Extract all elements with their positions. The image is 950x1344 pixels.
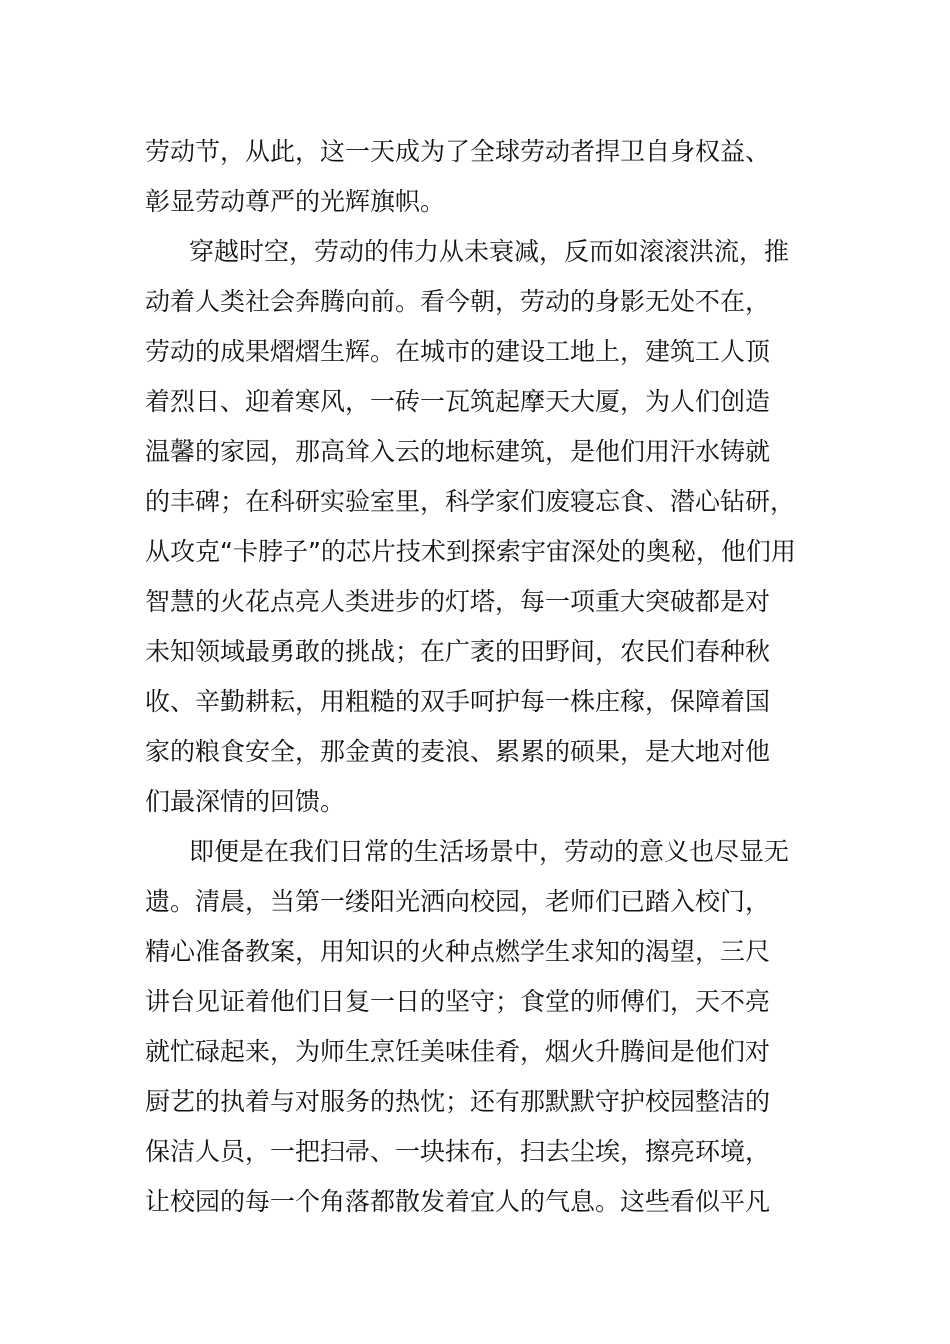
text-line: 动着人类社会奔腾向前。看今朝，劳动的身影无处不在， [145,287,771,316]
text-line: 厨艺的执着与对服务的热忱；还有那默默守护校园整洁的 [145,1087,771,1116]
text-line: 收、辛勤耕耘，用粗糙的双手呵护每一株庄稼，保障着国 [145,687,771,716]
text-line: 彰显劳动尊严的光辉旗帜。 [145,187,446,216]
text-line: 遗。清晨，当第一缕阳光洒向校园，老师们已踏入校门， [145,887,771,916]
text-line: 保洁人员，一把扫帚、一块抹布，扫去尘埃，擦亮环境， [145,1137,771,1166]
text-line: 家的粮食安全，那金黄的麦浪、累累的硕果，是大地对他 [145,737,771,766]
text-line: 智慧的火花点亮人类进步的灯塔，每一项重大突破都是对 [145,587,771,616]
text-line: 着烈日、迎着寒风，一砖一瓦筑起摩天大厦，为人们创造 [145,387,771,416]
text-line: 未知领域最勇敢的挑战；在广袤的田野间，农民们春种秋 [145,637,771,666]
text-line: 从攻克“卡脖子”的芯片技术到探索宇宙深处的奥秘，他们用 [145,537,796,566]
text-line: 温馨的家园，那高耸入云的地标建筑，是他们用汗水铸就 [145,437,771,466]
text-line: 让校园的每一个角落都散发着宜人的气息。这些看似平凡 [145,1187,771,1216]
text-line: 精心准备教案，用知识的火种点燃学生求知的渴望，三尺 [145,937,771,966]
text-line: 的丰碑；在科研实验室里，科学家们废寝忘食、潜心钻研， [145,487,796,516]
text-line: 劳动的成果熠熠生辉。在城市的建设工地上，建筑工人顶 [145,337,771,366]
paragraph-start-line: 即便是在我们日常的生活场景中，劳动的意义也尽显无 [189,837,790,866]
paragraph-start-line: 穿越时空，劳动的伟力从未衰减，反而如滚滚洪流，推 [189,237,790,266]
text-line: 们最深情的回馈。 [145,787,346,816]
text-line: 劳动节，从此，这一天成为了全球劳动者捍卫自身权益、 [145,137,771,166]
text-line: 讲台见证着他们日复一日的坚守；食堂的师傅们，天不亮 [145,987,771,1016]
text-line: 就忙碌起来，为师生烹饪美味佳肴，烟火升腾间是他们对 [145,1037,771,1066]
body-text [145,127,825,1227]
